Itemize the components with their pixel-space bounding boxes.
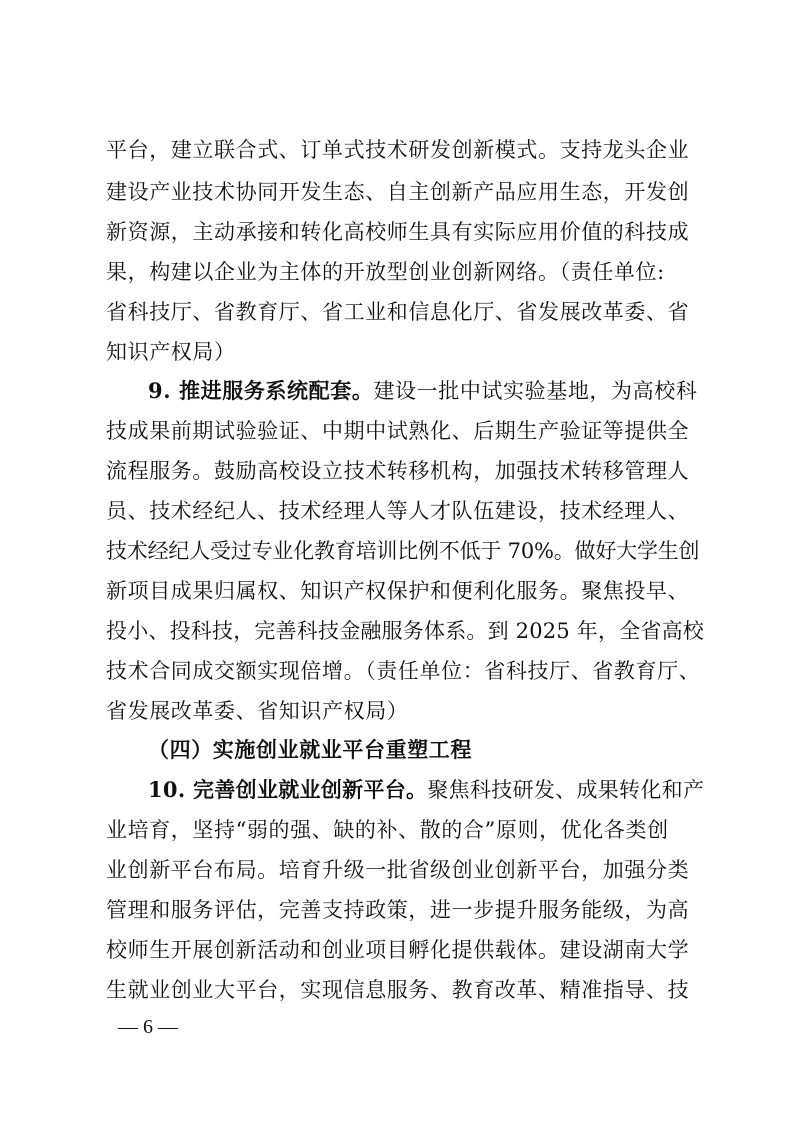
item-10-heading-line: 10. 完善创业就业创新平台。聚焦科技研发、成果转化和产 <box>148 777 705 802</box>
text-line: 管理和服务评估，完善支持政策，进一步提升服务能级，为高 <box>106 898 690 922</box>
item-10-title: 10. 完善创业就业创新平台。 <box>148 777 428 802</box>
text-line: 投小、投科技，完善科技金融服务体系。到 2025 年，全省高校 <box>106 619 704 643</box>
text-line: 平台，建立联合式、订单式技术研发创新模式。支持龙头企业 <box>106 138 690 162</box>
text-line: 果，构建以企业为主体的开放型创业创新网络。（责任单位: <box>106 260 665 284</box>
text-line: 技成果前期试验验证、中期中试熟化、后期生产验证等提供全 <box>106 419 690 443</box>
text-line: 建设产业技术协同开发生态、自主创新产品应用生态，开发创 <box>106 180 690 204</box>
text-line: 新资源，主动承接和转化高校师生具有实际应用价值的科技成 <box>106 220 690 244</box>
text-line: 新项目成果归属权、知识产权保护和便利化服务。聚焦投早、 <box>106 579 690 603</box>
text-line: 流程服务。鼓励高校设立技术转移机构，加强技术转移管理人 <box>106 459 690 483</box>
text-line: 省发展改革委、省知识产权局） <box>106 699 409 723</box>
section-4-heading: （四）实施创业就业平台重塑工程 <box>148 737 472 762</box>
text-line: 知识产权局） <box>106 340 236 364</box>
page-number: — 6 — <box>118 1016 178 1038</box>
text-line: 省科技厅、省教育厅、省工业和信息化厅、省发展改革委、省 <box>106 300 690 324</box>
text-line: 技术合同成交额实现倍增。（责任单位：省科技厅、省教育厅、 <box>106 659 701 683</box>
text-line: 技术经纪人受过专业化教育培训比例不低于 70%。做好大学生创 <box>106 539 700 563</box>
text-line: 业培育，坚持“弱的强、缺的补、散的合”原则，优化各类创 <box>106 818 669 842</box>
item-9-title: 9. 推进服务系统配套。 <box>148 378 374 403</box>
text-line: 员、技术经纪人、技术经理人等人才队伍建设，技术经理人、 <box>106 499 690 523</box>
text-line: 生就业创业大平台，实现信息服务、教育改革、精准指导、技 <box>106 978 690 1002</box>
item-9-heading-line: 9. 推进服务系统配套。建设一批中试实验基地，为高校科 <box>148 378 698 403</box>
text-line: 业创新平台布局。培育升级一批省级创业创新平台，加强分类 <box>106 858 690 882</box>
text-line: 校师生开展创新活动和创业项目孵化提供载体。建设湖南大学 <box>106 938 690 962</box>
